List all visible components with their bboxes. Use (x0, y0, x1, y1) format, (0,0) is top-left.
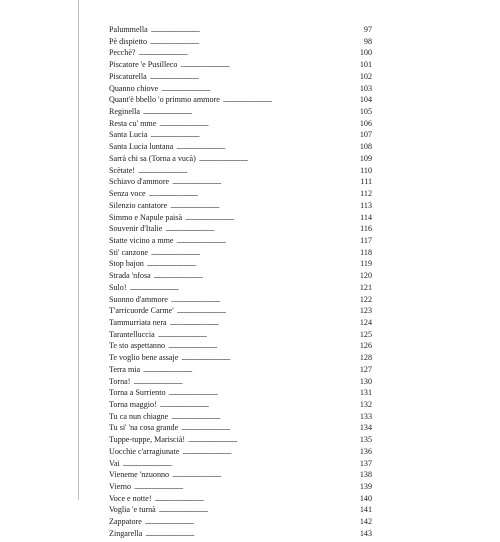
toc-entry-title: Te sto aspettanno (109, 341, 166, 351)
toc-entry-page: 113 (360, 200, 372, 210)
toc-entry-page: 107 (359, 130, 372, 140)
dot-leader (183, 214, 354, 226)
toc-entry-page: 137 (359, 458, 372, 468)
toc-entry-page: 136 (359, 446, 372, 456)
toc-entry-title: Silenzio cantatore (109, 200, 168, 210)
toc-entry (109, 106, 372, 118)
toc-entry-title: Simmo e Napule paisà (109, 212, 183, 222)
toc-entry (109, 528, 372, 540)
toc-entry-title: Schiavo d'ammore (109, 177, 170, 187)
toc-entry (109, 188, 372, 200)
toc-entry-page: 142 (359, 517, 372, 527)
toc-entry-title: Tu si' 'na cosa grande (109, 423, 179, 433)
dot-leader (169, 413, 354, 425)
toc-entry (109, 36, 372, 48)
toc-entry-page: 141 (359, 505, 372, 515)
toc-entry (109, 493, 372, 505)
toc-entry-page: 126 (359, 341, 372, 351)
toc-entry (109, 411, 372, 423)
toc-entry (109, 282, 372, 294)
toc-entry-title: Reginella (109, 107, 141, 117)
toc-entry (109, 83, 372, 95)
toc-entry (109, 446, 372, 458)
toc-entry-page: 118 (360, 247, 372, 257)
dot-leader (186, 436, 354, 448)
toc-entry-title: Scètate! (109, 165, 136, 175)
toc-entry-title: Strada 'nfosa (109, 271, 151, 281)
toc-entry (109, 47, 372, 59)
toc-entry (109, 270, 372, 282)
toc-entry-page: 117 (360, 235, 372, 245)
toc-entry-title: Piscaturella (109, 71, 147, 81)
toc-entry-title: Souvenir d'Italie (109, 224, 163, 234)
toc-entry (109, 422, 372, 434)
toc-entry-title: Tammurriata nera (109, 317, 167, 327)
toc-entry (109, 469, 372, 481)
toc-entry-title: Vierno (109, 482, 131, 492)
toc-entry-title: Vai (109, 458, 120, 468)
toc-entry-title: Tu ca nun chiagne (109, 411, 169, 421)
dot-leader (221, 96, 354, 108)
toc-entry-title: Vieneme 'nzuonno (109, 470, 170, 480)
dot-leader (149, 26, 354, 38)
toc-entry-title: Palummella (109, 25, 148, 34)
dot-leader (153, 495, 354, 507)
dot-leader (145, 260, 354, 272)
toc-entry-page: 139 (359, 482, 372, 492)
toc-entry-page: 100 (359, 48, 372, 58)
dot-leader (143, 530, 354, 542)
dot-leader (197, 155, 354, 167)
page-edge (78, 0, 79, 500)
dot-leader (141, 108, 354, 120)
toc-entry (109, 200, 372, 212)
toc-entry (109, 223, 372, 235)
toc-entry-title: Quanno chiove (109, 83, 159, 93)
dot-leader (167, 389, 354, 401)
dot-leader (149, 249, 354, 261)
toc-entry-page: 133 (359, 411, 372, 421)
dot-leader (166, 342, 354, 354)
dot-leader (169, 296, 354, 308)
toc-entry-page: 124 (359, 317, 372, 327)
dot-leader (179, 354, 354, 366)
toc-entry-page: 131 (359, 388, 372, 398)
toc-entry-page: 123 (359, 306, 372, 316)
toc-entry-page: 104 (359, 95, 372, 105)
dot-leader (147, 190, 354, 202)
toc-entry-title: Statte vicino a mme (109, 235, 174, 245)
toc-entry-page: 110 (360, 165, 372, 175)
dot-leader (170, 178, 354, 190)
toc-entry-page: 127 (359, 364, 372, 374)
dot-leader (175, 307, 354, 319)
toc-entry-title: Torna maggio! (109, 400, 157, 409)
toc-entry-page: 135 (359, 435, 372, 445)
toc-entry (109, 71, 372, 83)
dot-leader (175, 237, 354, 249)
dot-leader (157, 506, 354, 518)
toc-entry-title: Santa Lucia luntana (109, 142, 174, 152)
toc-entry-page: 134 (359, 423, 372, 433)
dot-leader (156, 331, 354, 343)
toc-entry (109, 24, 372, 36)
toc-entry-page: 103 (359, 83, 372, 93)
toc-entry (109, 59, 372, 71)
toc-entry (109, 481, 372, 493)
toc-entry (109, 176, 372, 188)
dot-leader (163, 225, 354, 237)
table-of-contents (109, 24, 372, 540)
dot-leader (152, 272, 354, 284)
toc-entry-title: Quant'è bbello 'o primmo ammore (109, 95, 220, 105)
dot-leader (170, 471, 354, 483)
toc-entry-title: Terra mia (109, 364, 141, 374)
dot-leader (148, 131, 354, 143)
toc-entry-page: 120 (359, 271, 372, 281)
toc-entry (109, 129, 372, 141)
toc-entry (109, 329, 372, 341)
toc-entry-title: Suonno d'ammore (109, 294, 168, 304)
dot-leader (180, 448, 354, 460)
toc-entry (109, 294, 372, 306)
toc-entry-title: Sarrà chi sa (Torna a vucà) (109, 153, 196, 163)
toc-entry-title: Zingarella (109, 528, 143, 538)
toc-entry (109, 364, 372, 376)
toc-entry-page: 128 (359, 353, 372, 363)
dot-leader (168, 202, 354, 214)
toc-entry-page: 132 (359, 400, 372, 409)
toc-entry-page: 97 (363, 25, 372, 34)
toc-entry-page: 109 (359, 153, 372, 163)
toc-entry-page: 101 (359, 60, 372, 70)
toc-entry-title: Voce e notte! (109, 493, 152, 503)
toc-entry-page: 111 (360, 177, 372, 187)
toc-entry (109, 153, 372, 165)
toc-entry-page: 98 (363, 36, 372, 46)
toc-entry-title: Tarantelluccia (109, 329, 155, 339)
dot-leader (148, 38, 354, 50)
toc-entry-page: 140 (359, 493, 372, 503)
toc-entry (109, 94, 372, 106)
toc-entry (109, 516, 372, 528)
toc-entry (109, 235, 372, 247)
toc-entry-page: 130 (359, 376, 372, 386)
toc-entry-title: Torna! (109, 376, 131, 386)
toc-entry (109, 399, 372, 411)
toc-entry-title: Tuppe-tuppe, Mariscià! (109, 435, 186, 445)
toc-entry-title: T'arricuorde Carme' (109, 306, 174, 316)
toc-entry (109, 340, 372, 352)
toc-entry-page: 125 (359, 329, 372, 339)
toc-entry (109, 165, 372, 177)
dot-leader (168, 319, 354, 331)
toc-entry-title: Stop bajon (109, 259, 144, 269)
toc-entry (109, 305, 372, 317)
toc-entry-title: Senza voce (109, 189, 146, 199)
toc-entry-title: Torna a Surriento (109, 388, 166, 398)
toc-entry-page: 119 (360, 259, 372, 269)
dot-leader (148, 73, 354, 85)
toc-entry (109, 118, 372, 130)
toc-entry-title: Sti' canzone (109, 247, 148, 257)
toc-entry-title: Piscatore 'e Pusilleco (109, 60, 178, 70)
toc-entry-title: Pè dispietto (109, 36, 147, 46)
toc-entry (109, 141, 372, 153)
toc-entry-page: 138 (359, 470, 372, 480)
toc-entry-page: 114 (360, 212, 372, 222)
toc-entry-title: Voglia 'e turnà (109, 505, 156, 515)
dot-leader (178, 61, 354, 73)
dot-leader (174, 143, 354, 155)
toc-entry-page: 122 (359, 294, 372, 304)
toc-entry (109, 504, 372, 516)
toc-entry-page: 112 (360, 189, 372, 199)
toc-entry-title: Santa Lucia (109, 130, 148, 140)
dot-leader (132, 483, 354, 495)
toc-entry-title: Pecchè? (109, 48, 136, 58)
toc-entry (109, 387, 372, 399)
dot-leader (179, 424, 354, 436)
toc-entry-page: 105 (359, 107, 372, 117)
toc-entry (109, 247, 372, 259)
toc-entry-page: 102 (359, 71, 372, 81)
toc-entry (109, 458, 372, 470)
toc-entry (109, 352, 372, 364)
toc-entry (109, 258, 372, 270)
toc-entry (109, 434, 372, 446)
toc-entry-title: Resta cu' mme (109, 118, 157, 128)
toc-entry-page: 108 (359, 142, 372, 152)
toc-entry-page: 143 (359, 528, 372, 538)
toc-entry (109, 376, 372, 388)
dot-leader (143, 518, 354, 530)
toc-entry-title: Sulo! (109, 282, 127, 292)
toc-entry (109, 317, 372, 329)
toc-entry-title: Zappatore (109, 517, 142, 527)
toc-entry-page: 121 (359, 282, 372, 292)
toc-entry (109, 212, 372, 224)
toc-entry-page: 106 (359, 118, 372, 128)
dot-leader (141, 366, 354, 378)
toc-entry-title: Te voglio bene assaje (109, 353, 179, 363)
dot-leader (158, 401, 354, 413)
toc-entry-title: Uocchie c'arragiunate (109, 446, 180, 456)
toc-entry-page: 116 (360, 224, 372, 234)
dot-leader (157, 120, 354, 132)
